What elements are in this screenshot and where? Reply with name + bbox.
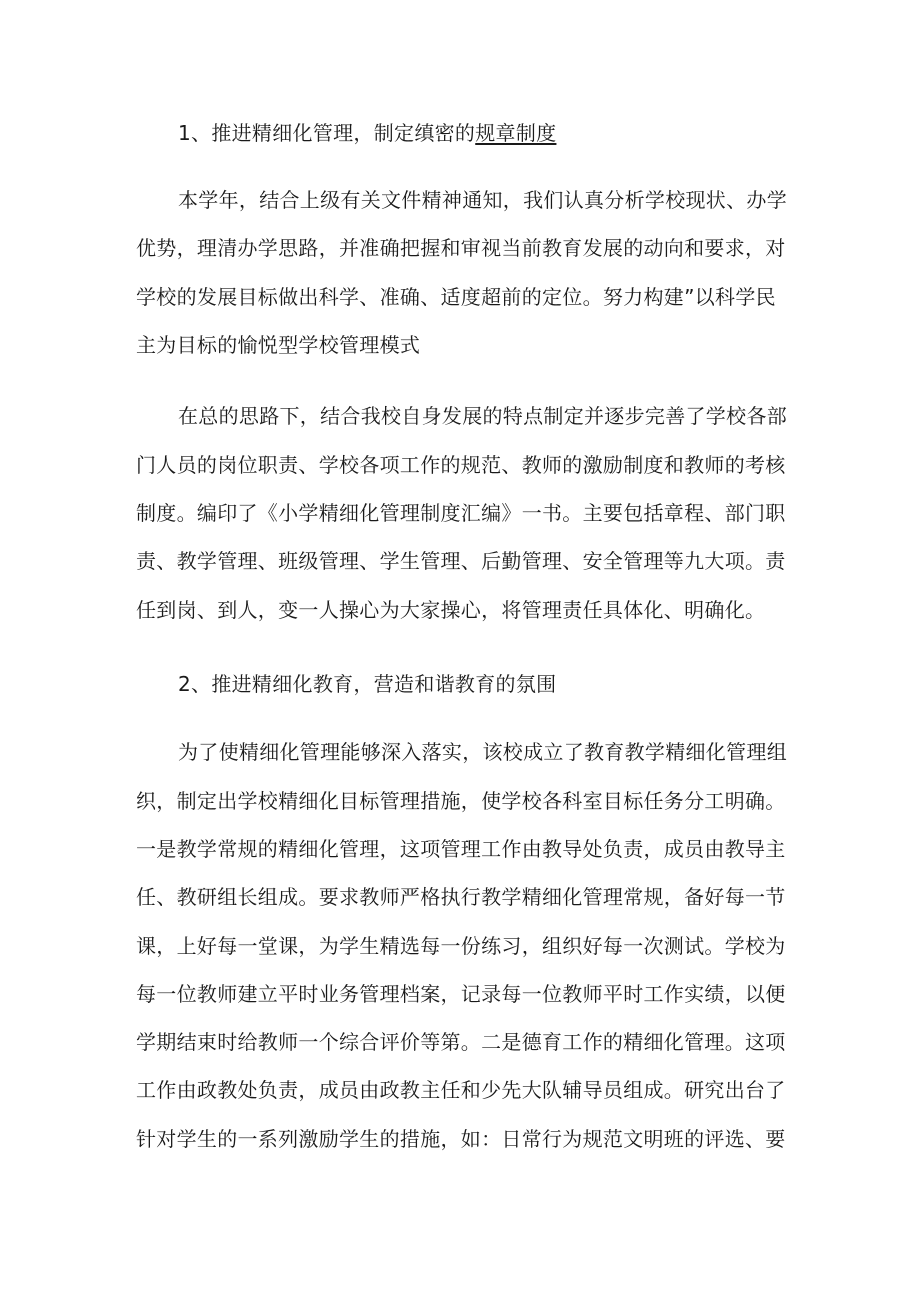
heading-1-underlined-term: 规章制度 [475, 121, 557, 145]
paragraph-line: 任、教研组长组成。要求教师严格执行教学精细化管理常规，备好每一节 [136, 885, 786, 909]
paragraph-line: 一是教学常规的精细化管理，这项管理工作由教导处负责，成员由教导主 [136, 837, 786, 861]
paragraph-line: 在总的思路下，结合我校自身发展的特点制定并逐步完善了学校各部 [178, 404, 787, 428]
section-heading-1 [178, 118, 556, 148]
paragraph-line: 针对学生的一系列激励学生的措施，如：日常行为规范文明班的评选、要 [136, 1127, 786, 1151]
paragraph-line: 制度。编印了《小学精细化管理制度汇编》一书。主要包括章程、部门职 [136, 501, 786, 525]
paragraph-line: 为了使精细化管理能够深入落实，该校成立了教育教学精细化管理组 [178, 740, 787, 764]
paragraph-line: 工作由政教处负责，成员由政教主任和少先大队辅导员组成。研究出台了 [136, 1078, 786, 1102]
paragraph-line: 学校的发展目标做出科学、准确、适度超前的定位。努力构建”以科学民 [136, 285, 776, 309]
paragraph-line: 任到岗、到人，变一人操心为大家操心，将管理责任具体化、明确化。 [136, 598, 766, 622]
paragraph-line: 课，上好每一堂课，为学生精选每一份练习，组织好每一次测试。学校为 [136, 934, 786, 958]
section-heading-2: 2、推进精细化教育，营造和谐教育的氛围 [178, 672, 557, 696]
paragraph-line: 主为目标的愉悦型学校管理模式 [136, 333, 421, 357]
paragraph-line: 织，制定出学校精细化目标管理措施，使学校各科室目标任务分工明确。 [136, 789, 786, 813]
paragraph-line: 学期结束时给教师一个综合评价等第。二是德育工作的精细化管理。这项 [136, 1030, 786, 1054]
paragraph-line: 优势，理清办学思路，并准确把握和审视当前教育发展的动向和要求，对 [136, 236, 786, 260]
paragraph-line: 本学年，结合上级有关文件精神通知，我们认真分析学校现状、办学 [178, 188, 787, 212]
heading-1-text: 1、推进精细化管理，制定缜密的 [178, 121, 476, 145]
paragraph-line: 每一位教师建立平时业务管理档案，记录每一位教师平时工作实绩，以便 [136, 982, 786, 1006]
paragraph-line: 门人员的岗位职责、学校各项工作的规范、教师的激励制度和教师的考核 [136, 453, 786, 477]
paragraph-line: 责、教学管理、班级管理、学生管理、后勤管理、安全管理等九大项。责 [136, 549, 786, 573]
